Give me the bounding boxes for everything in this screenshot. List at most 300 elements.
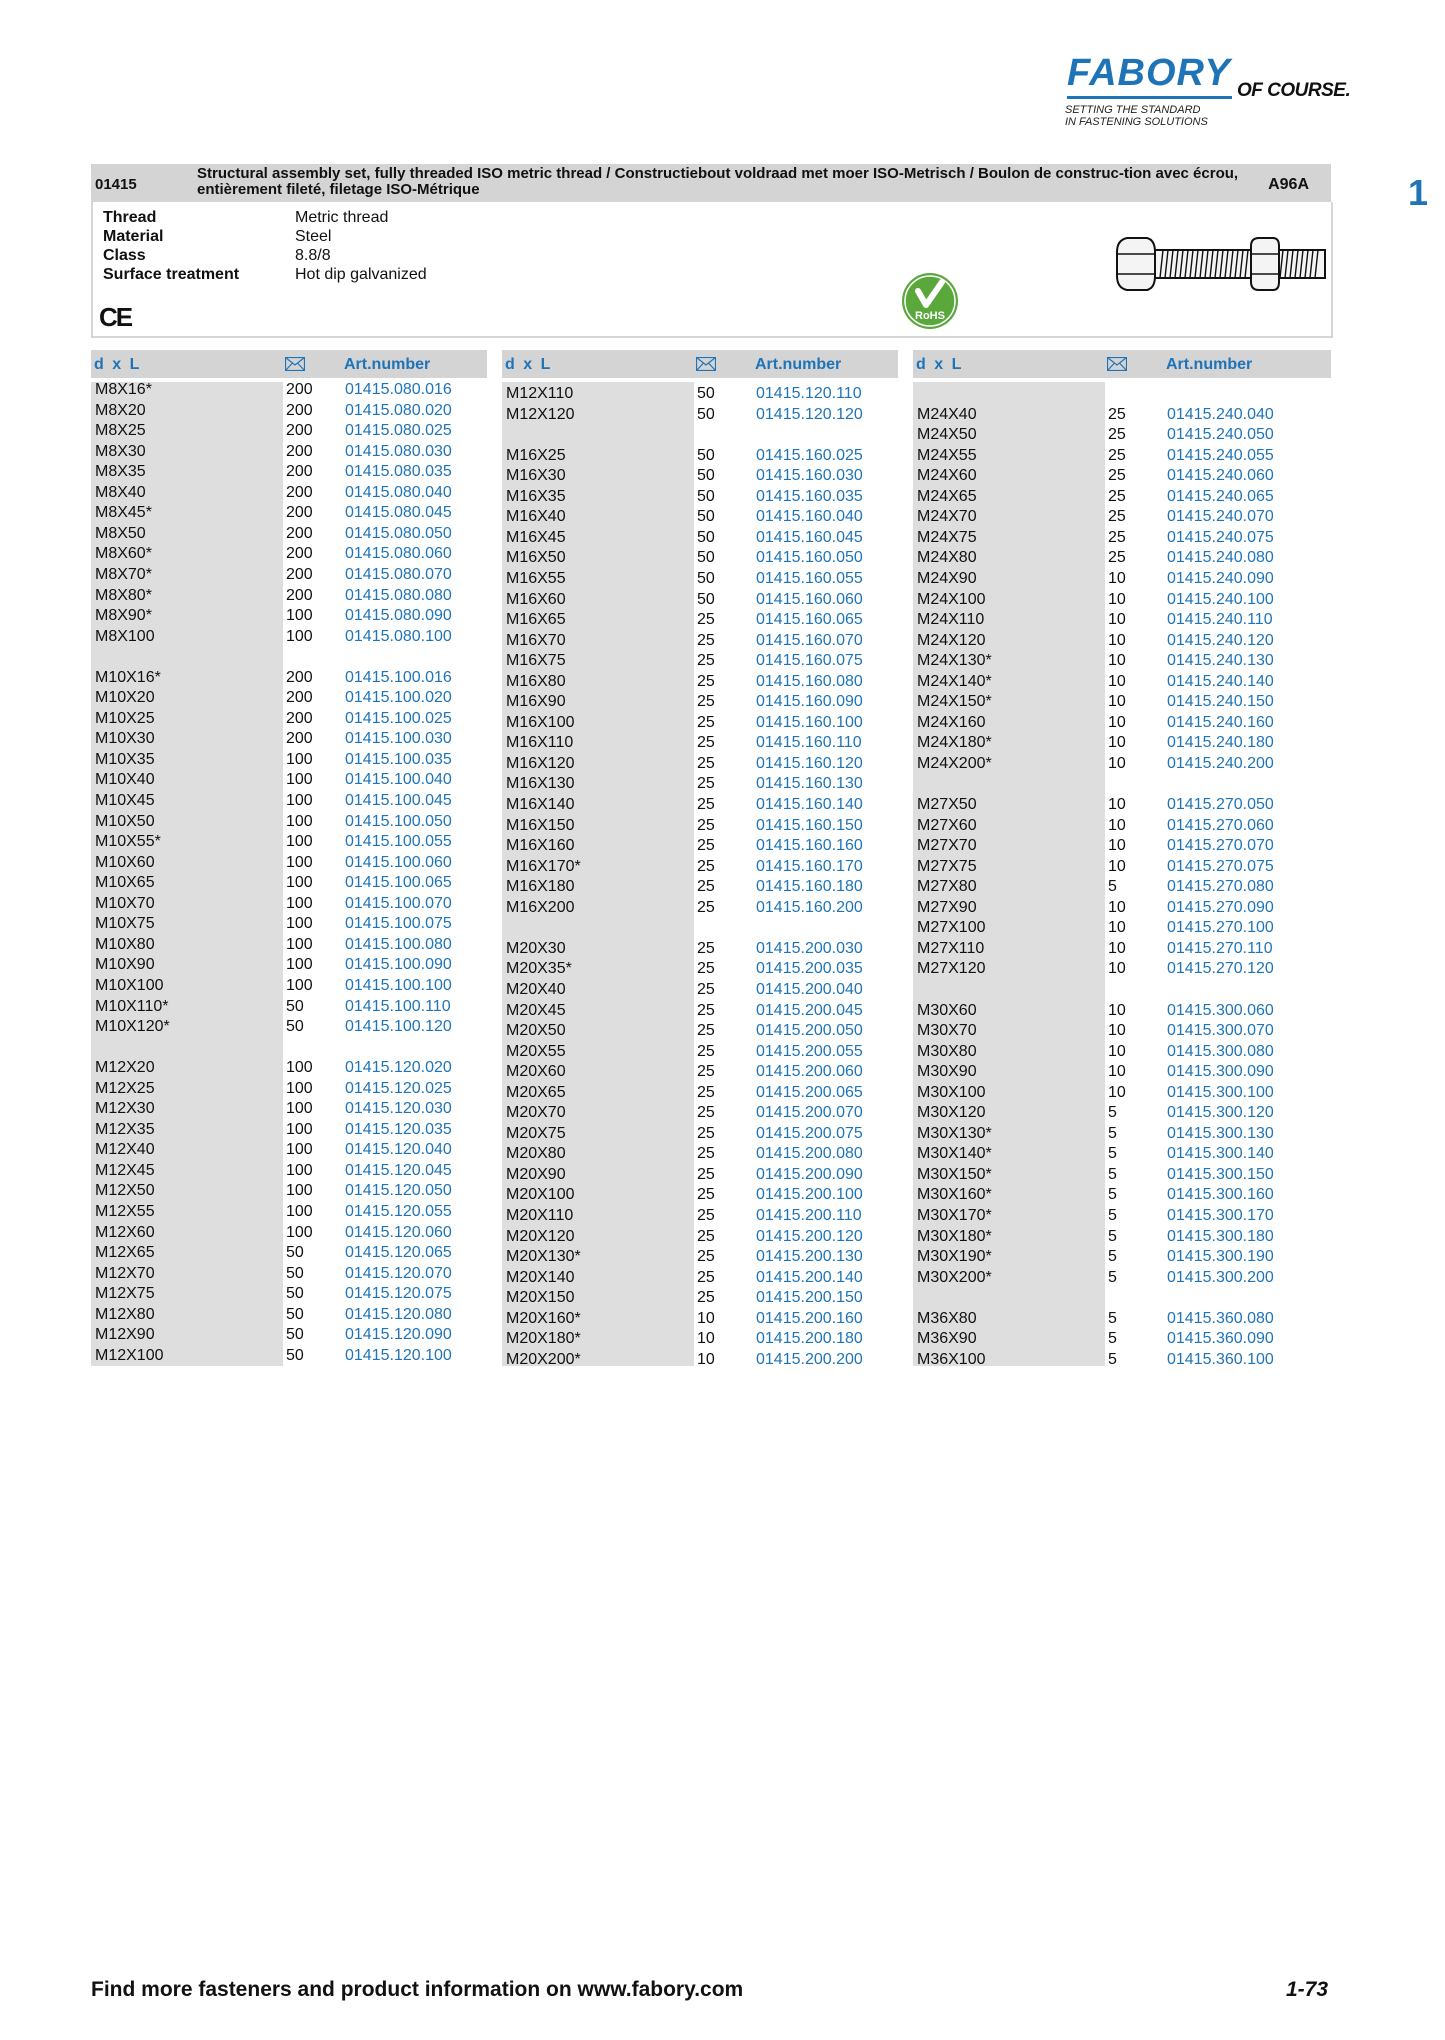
quantity-cell: 25 [697,980,715,998]
size-cell: M30X80 [917,1042,977,1060]
size-cell: M10X60 [95,853,155,871]
size-cell: M27X90 [917,898,977,916]
size-cell: M16X80 [506,672,566,690]
rohs-label: RoHS [915,310,945,322]
article-number-cell: 01415.300.090 [1167,1063,1274,1081]
article-number-cell: 01415.200.160 [756,1309,863,1327]
article-number-cell: 01415.270.100 [1167,919,1274,937]
size-cell: M10X20 [95,689,155,707]
table-row [502,692,902,712]
column-header [502,350,898,378]
table-row [913,918,1313,938]
table-row [91,1120,491,1140]
table-row [502,631,902,651]
quantity-cell: 25 [697,1063,715,1081]
article-number-cell: 01415.240.065 [1167,487,1274,505]
size-cell: M16X200 [506,898,575,916]
quantity-cell: 200 [286,730,313,748]
table-row [913,1042,1313,1062]
article-number-cell: 01415.240.100 [1167,590,1274,608]
article-number-cell: 01415.270.090 [1167,898,1274,916]
column-header [913,350,1331,378]
size-cell: M8X20 [95,401,146,419]
column-header-art: Art.number [344,356,431,373]
quantity-cell: 100 [286,750,313,768]
quantity-cell: 5 [1108,1268,1117,1286]
quantity-cell: 25 [697,816,715,834]
article-number-cell: 01415.100.080 [345,935,452,953]
quantity-cell: 200 [286,442,313,460]
table-row [91,935,491,955]
size-cell: M36X80 [917,1309,977,1327]
table-row [91,462,491,482]
article-number-cell: 01415.080.070 [345,565,452,583]
quantity-cell: 200 [286,524,313,542]
article-number-cell: 01415.300.070 [1167,1022,1274,1040]
quantity-cell: 25 [697,734,715,752]
table-row [502,713,902,733]
quantity-cell: 50 [286,1264,304,1282]
quantity-cell: 50 [697,508,715,526]
table-row [913,713,1313,733]
size-cell: M24X90 [917,569,977,587]
quantity-cell: 100 [286,771,313,789]
quantity-cell: 200 [286,545,313,563]
table-row [91,729,491,749]
article-number-cell: 01415.300.130 [1167,1124,1274,1142]
size-cell: M16X35 [506,487,566,505]
size-cell: M20X160* [506,1309,581,1327]
quantity-cell: 25 [697,1124,715,1142]
table-row [913,1001,1313,1021]
size-cell: M30X160* [917,1186,992,1204]
table-row [913,1103,1313,1123]
quantity-cell: 100 [286,792,313,809]
article-number-cell: 01415.080.035 [345,463,452,481]
article-number-cell: 01415.240.160 [1167,713,1274,731]
table-row [913,610,1313,630]
article-number-cell: 01415.120.120 [756,405,863,423]
size-cell: M10X120* [95,1018,170,1036]
quantity-cell: 200 [286,463,313,481]
table-row [91,401,491,421]
table-row [502,590,902,610]
article-number-cell: 01415.200.140 [756,1268,863,1286]
size-cell: M24X140* [917,672,992,690]
table-row [91,1325,491,1345]
size-cell: M24X70 [917,508,977,526]
quantity-cell: 100 [286,1141,313,1159]
quantity-cell: 50 [697,549,715,567]
quantity-cell: 25 [697,693,715,711]
table-row [91,380,491,400]
article-number-cell: 01415.160.090 [756,693,863,711]
quantity-cell: 10 [1108,672,1126,690]
size-cell: M12X60 [95,1223,155,1241]
size-cell: M10X65 [95,874,155,892]
size-cell: M10X110* [95,997,169,1015]
quantity-cell: 25 [697,1227,715,1245]
table-row [502,651,902,671]
quantity-cell: 50 [286,1305,304,1323]
table-row [91,668,491,688]
table-row [502,1185,902,1205]
article-number-cell: 01415.160.070 [756,631,863,649]
article-number-cell: 01415.200.130 [756,1248,863,1266]
size-cell: M16X75 [506,652,566,670]
quantity-cell: 10 [1108,631,1126,649]
table-row [502,1247,902,1267]
size-cell: M10X40 [95,771,155,789]
article-number-cell: 01415.200.040 [756,980,863,998]
spec-value: Metric thread [295,209,389,226]
article-number-cell: 01415.160.130 [756,775,863,793]
quantity-cell: 10 [1108,693,1126,711]
article-number-cell: 01415.200.180 [756,1330,863,1348]
size-cell: M24X75 [917,528,977,546]
quantity-cell: 25 [697,1042,715,1060]
table-row [91,1099,491,1119]
article-number-cell: 01415.240.070 [1167,508,1274,526]
size-cell: M27X110 [917,939,985,957]
table-row [913,877,1313,897]
table-row [502,610,902,630]
article-number-cell: 01415.240.080 [1167,549,1274,567]
article-number-cell: 01415.240.060 [1167,467,1274,485]
quantity-cell: 25 [697,939,715,957]
table-row [913,1268,1313,1288]
size-cell: M12X90 [95,1326,155,1344]
size-cell: M12X35 [95,1120,155,1138]
fabory-logo [1065,52,1375,132]
size-cell: M8X25 [95,422,146,440]
size-cell: M16X110 [506,734,574,752]
table-row [502,1083,902,1103]
article-number-cell: 01415.240.050 [1167,426,1274,444]
table-row [502,795,902,815]
article-number-cell: 01415.270.110 [1167,939,1273,957]
spec-label: Thread [103,209,157,226]
table-row [91,627,491,647]
article-number-cell: 01415.100.025 [345,709,452,727]
size-cell: M30X90 [917,1063,977,1081]
article-number-cell: 01415.120.090 [345,1326,452,1344]
article-number-cell: 01415.080.080 [345,586,452,604]
quantity-cell: 200 [286,381,313,398]
table-row [502,877,902,897]
quantity-cell: 5 [1108,1124,1117,1142]
page-number: 1-73 [1286,1978,1329,2001]
article-number-cell: 01415.120.110 [756,385,862,402]
spec-box [91,202,1333,338]
quantity-cell: 100 [286,627,313,645]
article-number-cell: 01415.100.030 [345,730,452,748]
quantity-cell: 5 [1108,1350,1117,1368]
table-row [91,770,491,790]
table-row [502,548,902,568]
size-cell: M24X160 [917,713,986,731]
spec-label: Material [103,228,164,245]
table-row [502,959,902,979]
article-number-cell: 01415.080.050 [345,524,452,542]
article-number-cell: 01415.100.040 [345,771,452,789]
table-row [502,733,902,753]
article-number-cell: 01415.080.090 [345,607,452,625]
table-row [913,1350,1313,1370]
article-number-cell: 01415.240.040 [1167,405,1274,423]
quantity-cell: 10 [1108,611,1126,629]
quantity-cell: 25 [697,775,715,793]
quantity-cell: 200 [286,709,313,727]
size-cell: M12X65 [95,1244,155,1262]
quantity-cell: 5 [1108,1165,1117,1183]
article-number-cell: 01415.160.170 [756,857,863,875]
quantity-cell: 5 [1108,1227,1117,1245]
size-cell: M20X35* [506,960,572,978]
size-cell: M20X45 [506,1001,566,1019]
table-row [502,774,902,794]
quantity-cell: 25 [697,1186,715,1204]
logo-brand: FABORY [1067,52,1231,94]
column-header-art: Art.number [1166,356,1253,373]
size-cell: M24X110 [917,611,985,629]
envelope-icon [285,357,305,371]
quantity-cell: 200 [286,422,313,440]
quantity-cell: 25 [697,1104,715,1122]
quantity-cell: 10 [1108,960,1126,978]
quantity-cell: 100 [286,915,313,933]
table-row [502,1206,902,1226]
size-cell: M30X100 [917,1083,986,1101]
table-row [502,816,902,836]
size-cell: M12X80 [95,1305,155,1323]
quantity-cell: 25 [697,672,715,690]
quantity-cell: 25 [1108,446,1126,464]
table-row [502,1268,902,1288]
table-row [91,606,491,626]
article-number-cell: 01415.200.090 [756,1165,863,1183]
size-cell: M27X60 [917,816,977,834]
size-cell: M20X55 [506,1042,566,1060]
size-cell: M24X150* [917,693,992,711]
spec-value: Hot dip galvanized [295,266,427,283]
article-number-cell: 01415.160.200 [756,898,863,916]
size-cell: M8X90* [95,607,152,625]
table-row [91,709,491,729]
table-row [913,1021,1313,1041]
column-header-art: Art.number [755,356,842,373]
quantity-cell: 100 [286,833,313,851]
size-cell: M8X45* [95,504,152,522]
table-row [913,898,1313,918]
size-cell: M30X200* [917,1268,992,1286]
column-header-size: d x L [916,356,964,373]
quantity-cell: 100 [286,1120,313,1138]
article-number-cell: 01415.200.110 [756,1207,862,1224]
article-number-cell: 01415.300.180 [1167,1227,1274,1245]
article-number-cell: 01415.160.140 [756,796,863,813]
quantity-cell: 100 [286,1223,313,1241]
article-number-cell: 01415.120.030 [345,1100,452,1118]
table-row [913,692,1313,712]
table-row [91,853,491,873]
quantity-cell: 10 [1108,898,1126,916]
size-cell: M20X100 [506,1186,575,1204]
quantity-cell: 25 [697,1268,715,1286]
quantity-cell: 25 [697,1207,715,1224]
quantity-cell: 10 [1108,754,1126,772]
size-cell: M30X150* [917,1165,992,1183]
table-row [913,1309,1313,1329]
size-cell: M16X100 [506,713,575,731]
article-number-cell: 01415.200.035 [756,960,863,978]
quantity-cell: 10 [1108,1063,1126,1081]
column-header [91,350,487,378]
size-cell: M20X130* [506,1248,581,1266]
quantity-cell: 10 [1108,1042,1126,1060]
table-row [502,754,902,774]
quantity-cell: 5 [1108,1248,1117,1266]
article-number-cell: 01415.120.065 [345,1244,452,1262]
envelope-icon [1107,357,1127,371]
table-row [91,1223,491,1243]
quantity-cell: 50 [286,1244,304,1262]
article-number-cell: 01415.160.120 [756,754,863,772]
article-number-cell: 01415.100.070 [345,894,452,912]
size-cell: M20X90 [506,1165,566,1183]
size-cell: M10X45 [95,792,155,809]
table-row [91,421,491,441]
quantity-cell: 25 [1108,549,1126,567]
size-cell: M16X130 [506,775,575,793]
table-row [91,997,491,1017]
table-row [913,959,1313,979]
table-row [913,651,1313,671]
quantity-cell: 50 [286,1018,304,1036]
size-cell: M20X180* [506,1330,581,1348]
table-row [91,791,491,811]
table-row [91,483,491,503]
article-number-cell: 01415.100.020 [345,689,452,707]
chapter-number: 1 [1408,172,1429,213]
quantity-cell: 25 [697,878,715,896]
table-row [502,1042,902,1062]
table-row [91,688,491,708]
article-number-cell: 01415.200.030 [756,939,863,957]
quantity-cell: 25 [1108,426,1126,444]
size-cell: M16X120 [506,754,575,772]
product-ref: A96A [1268,176,1309,193]
size-cell: M10X55* [95,833,161,851]
quantity-cell: 25 [1108,487,1126,505]
logo-slogan: OF COURSE. [1237,80,1351,101]
article-number-cell: 01415.160.080 [756,672,863,690]
size-cell: M24X40 [917,405,977,423]
article-number-cell: 01415.200.055 [756,1042,863,1060]
table-row [502,1288,902,1308]
article-number-cell: 01415.200.060 [756,1063,863,1081]
article-number-cell: 01415.300.160 [1167,1186,1274,1204]
table-row [913,507,1313,527]
quantity-cell: 25 [1108,508,1126,526]
size-cell: M8X30 [95,442,146,460]
quantity-cell: 100 [286,1182,313,1200]
table-row [502,1227,902,1247]
quantity-cell: 100 [286,1161,313,1179]
size-cell: M10X50 [95,812,155,830]
size-cell: M12X25 [95,1079,155,1097]
size-cell: M24X180* [917,734,992,752]
quantity-cell: 25 [697,898,715,916]
size-cell: M16X55 [506,569,566,587]
quantity-cell: 25 [1108,528,1126,546]
article-number-cell: 01415.200.150 [756,1289,863,1307]
table-row [91,750,491,770]
quantity-cell: 50 [697,385,715,402]
table-row [502,898,902,918]
size-cell: M20X140 [506,1268,575,1286]
size-cell: M24X100 [917,590,986,608]
size-cell: M8X70* [95,565,152,583]
table-row [502,672,902,692]
article-number-cell: 01415.240.120 [1167,631,1274,649]
quantity-cell: 10 [1108,939,1126,957]
table-row [913,1144,1313,1164]
article-number-cell: 01415.270.050 [1167,796,1274,813]
size-cell: M20X50 [506,1022,566,1040]
quantity-cell: 50 [697,487,715,505]
envelope-icon [696,357,716,371]
article-number-cell: 01415.100.065 [345,874,452,892]
quantity-cell: 10 [1108,1001,1126,1019]
logo-tagline-line-1: SETTING THE STANDARD [1065,104,1201,116]
size-cell: M27X70 [917,837,977,855]
size-cell: M30X60 [917,1001,977,1019]
size-cell: M16X140 [506,796,575,813]
table-row [913,816,1313,836]
size-cell: M10X90 [95,956,155,974]
article-number-cell: 01415.100.045 [345,792,452,809]
size-cell: M24X50 [917,426,977,444]
article-number-cell: 01415.120.055 [345,1203,452,1220]
article-number-cell: 01415.240.150 [1167,693,1274,711]
article-number-cell: 01415.300.190 [1167,1248,1274,1266]
size-cell: M27X75 [917,857,977,875]
quantity-cell: 5 [1108,1186,1117,1204]
quantity-cell: 25 [697,1289,715,1307]
quantity-cell: 100 [286,1059,313,1077]
table-row [91,544,491,564]
article-number-cell: 01415.240.055 [1167,446,1274,464]
size-cell: M20X150 [506,1289,575,1307]
table-row [913,466,1313,486]
size-cell: M16X90 [506,693,566,711]
table-row [91,442,491,462]
table-row [913,528,1313,548]
article-number-cell: 01415.120.025 [345,1079,452,1097]
size-cell: M20X110 [506,1207,574,1224]
article-number-cell: 01415.200.080 [756,1145,863,1163]
size-cell: M20X80 [506,1145,566,1163]
table-row [91,1305,491,1325]
article-number-cell: 01415.300.080 [1167,1042,1274,1060]
article-number-cell: 01415.120.050 [345,1182,452,1200]
size-cell: M24X55 [917,446,977,464]
quantity-cell: 10 [1108,734,1126,752]
table-row [502,507,902,527]
size-cell: M24X65 [917,487,977,505]
quantity-cell: 10 [1108,713,1126,731]
